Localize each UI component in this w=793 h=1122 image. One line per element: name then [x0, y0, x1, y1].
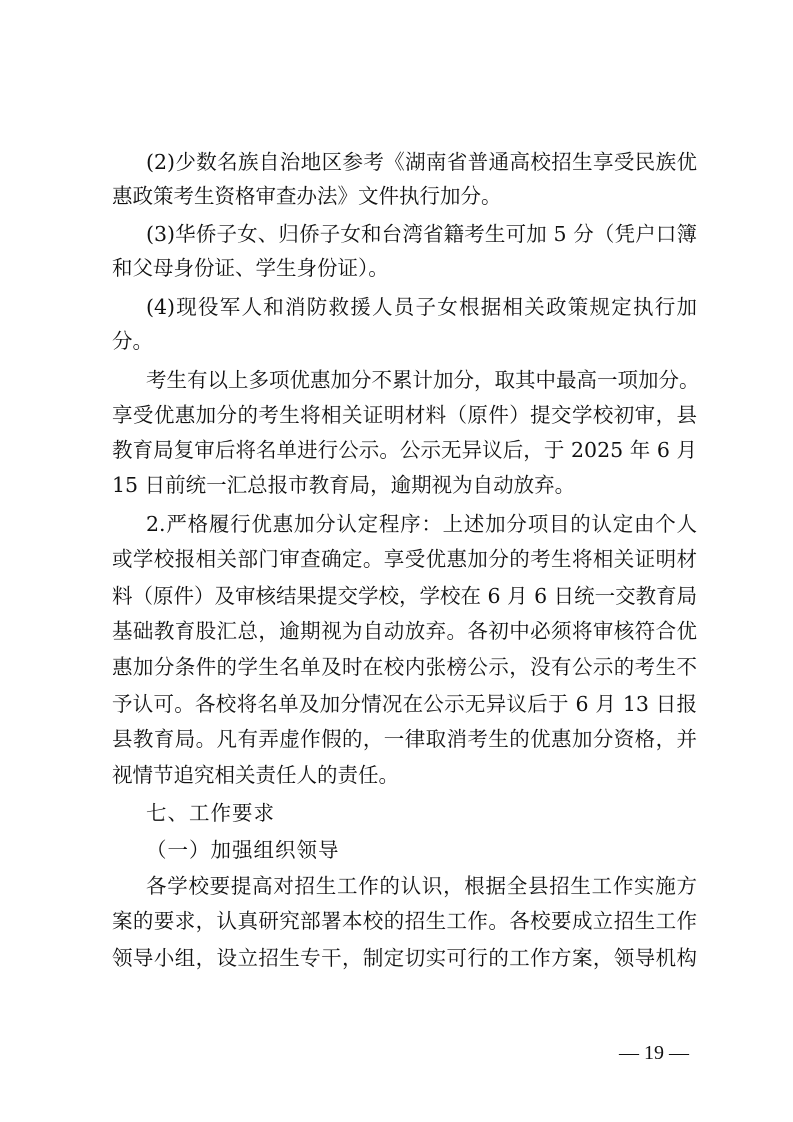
paragraph-line: 和父母身份证、学生身份证）。 [112, 256, 389, 280]
paragraph-line: 县教育局。凡有弄虚作假的，一律取消考生的优惠加分资格，并 [112, 727, 697, 751]
paragraph-line: 分。 [112, 329, 153, 353]
paragraph-line: 惠政策考生资格审查办法》文件执行加分。 [112, 184, 502, 208]
paragraph-line: 基础教育股汇总，逾期视为自动放弃。各初中必须将审核符合优 [112, 619, 697, 643]
paragraph-line: 教育局复审后将名单进行公示。公示无异议后，于 2025 年 6 月 [112, 438, 697, 462]
paragraph-line: 予认可。各校将名单及加分情况在公示无异议后于 6 月 13 日报 [112, 692, 697, 716]
section-heading: 七、工作要求 [146, 801, 275, 825]
subsection-heading: （一）加强组织领导 [146, 838, 340, 862]
paragraph-line: 15 日前统一汇总报市教育局，逾期视为自动放弃。 [112, 473, 576, 497]
paragraph-line: 视情节追究相关责任人的责任。 [112, 763, 399, 787]
paragraph-line: (3)华侨子女、归侨子女和台湾省籍考生可加 5 分（凭户口簿 [146, 222, 697, 246]
paragraph-line: 2.严格履行优惠加分认定程序：上述加分项目的认定由个人 [146, 512, 697, 536]
paragraph-line: 享受优惠加分的考生将相关证明材料（原件）提交学校初审，县 [112, 403, 697, 427]
paragraph-line: 各学校要提高对招生工作的认识，根据全县招生工作实施方 [146, 874, 697, 898]
paragraph-line: (4)现役军人和消防救援人员子女根据相关政策规定执行加 [146, 295, 697, 319]
paragraph-line: 案的要求，认真研究部署本校的招生工作。各校要成立招生工作 [112, 909, 697, 933]
paragraph-line: 领导小组，设立招生专干，制定切实可行的工作方案，领导机构 [112, 946, 697, 970]
paragraph-line: (2)少数名族自治地区参考《湖南省普通高校招生享受民族优 [146, 150, 697, 174]
paragraph-line: 考生有以上多项优惠加分不累计加分，取其中最高一项加分。 [146, 368, 700, 392]
paragraph-line: 或学校报相关部门审查确定。享受优惠加分的考生将相关证明材 [112, 547, 697, 571]
paragraph-line: 惠加分条件的学生名单及时在校内张榜公示，没有公示的考生不 [112, 655, 697, 679]
page-number: — 19 — [619, 1042, 689, 1064]
paragraph-line: 料（原件）及审核结果提交学校，学校在 6 月 6 日统一交教育局 [112, 584, 698, 608]
